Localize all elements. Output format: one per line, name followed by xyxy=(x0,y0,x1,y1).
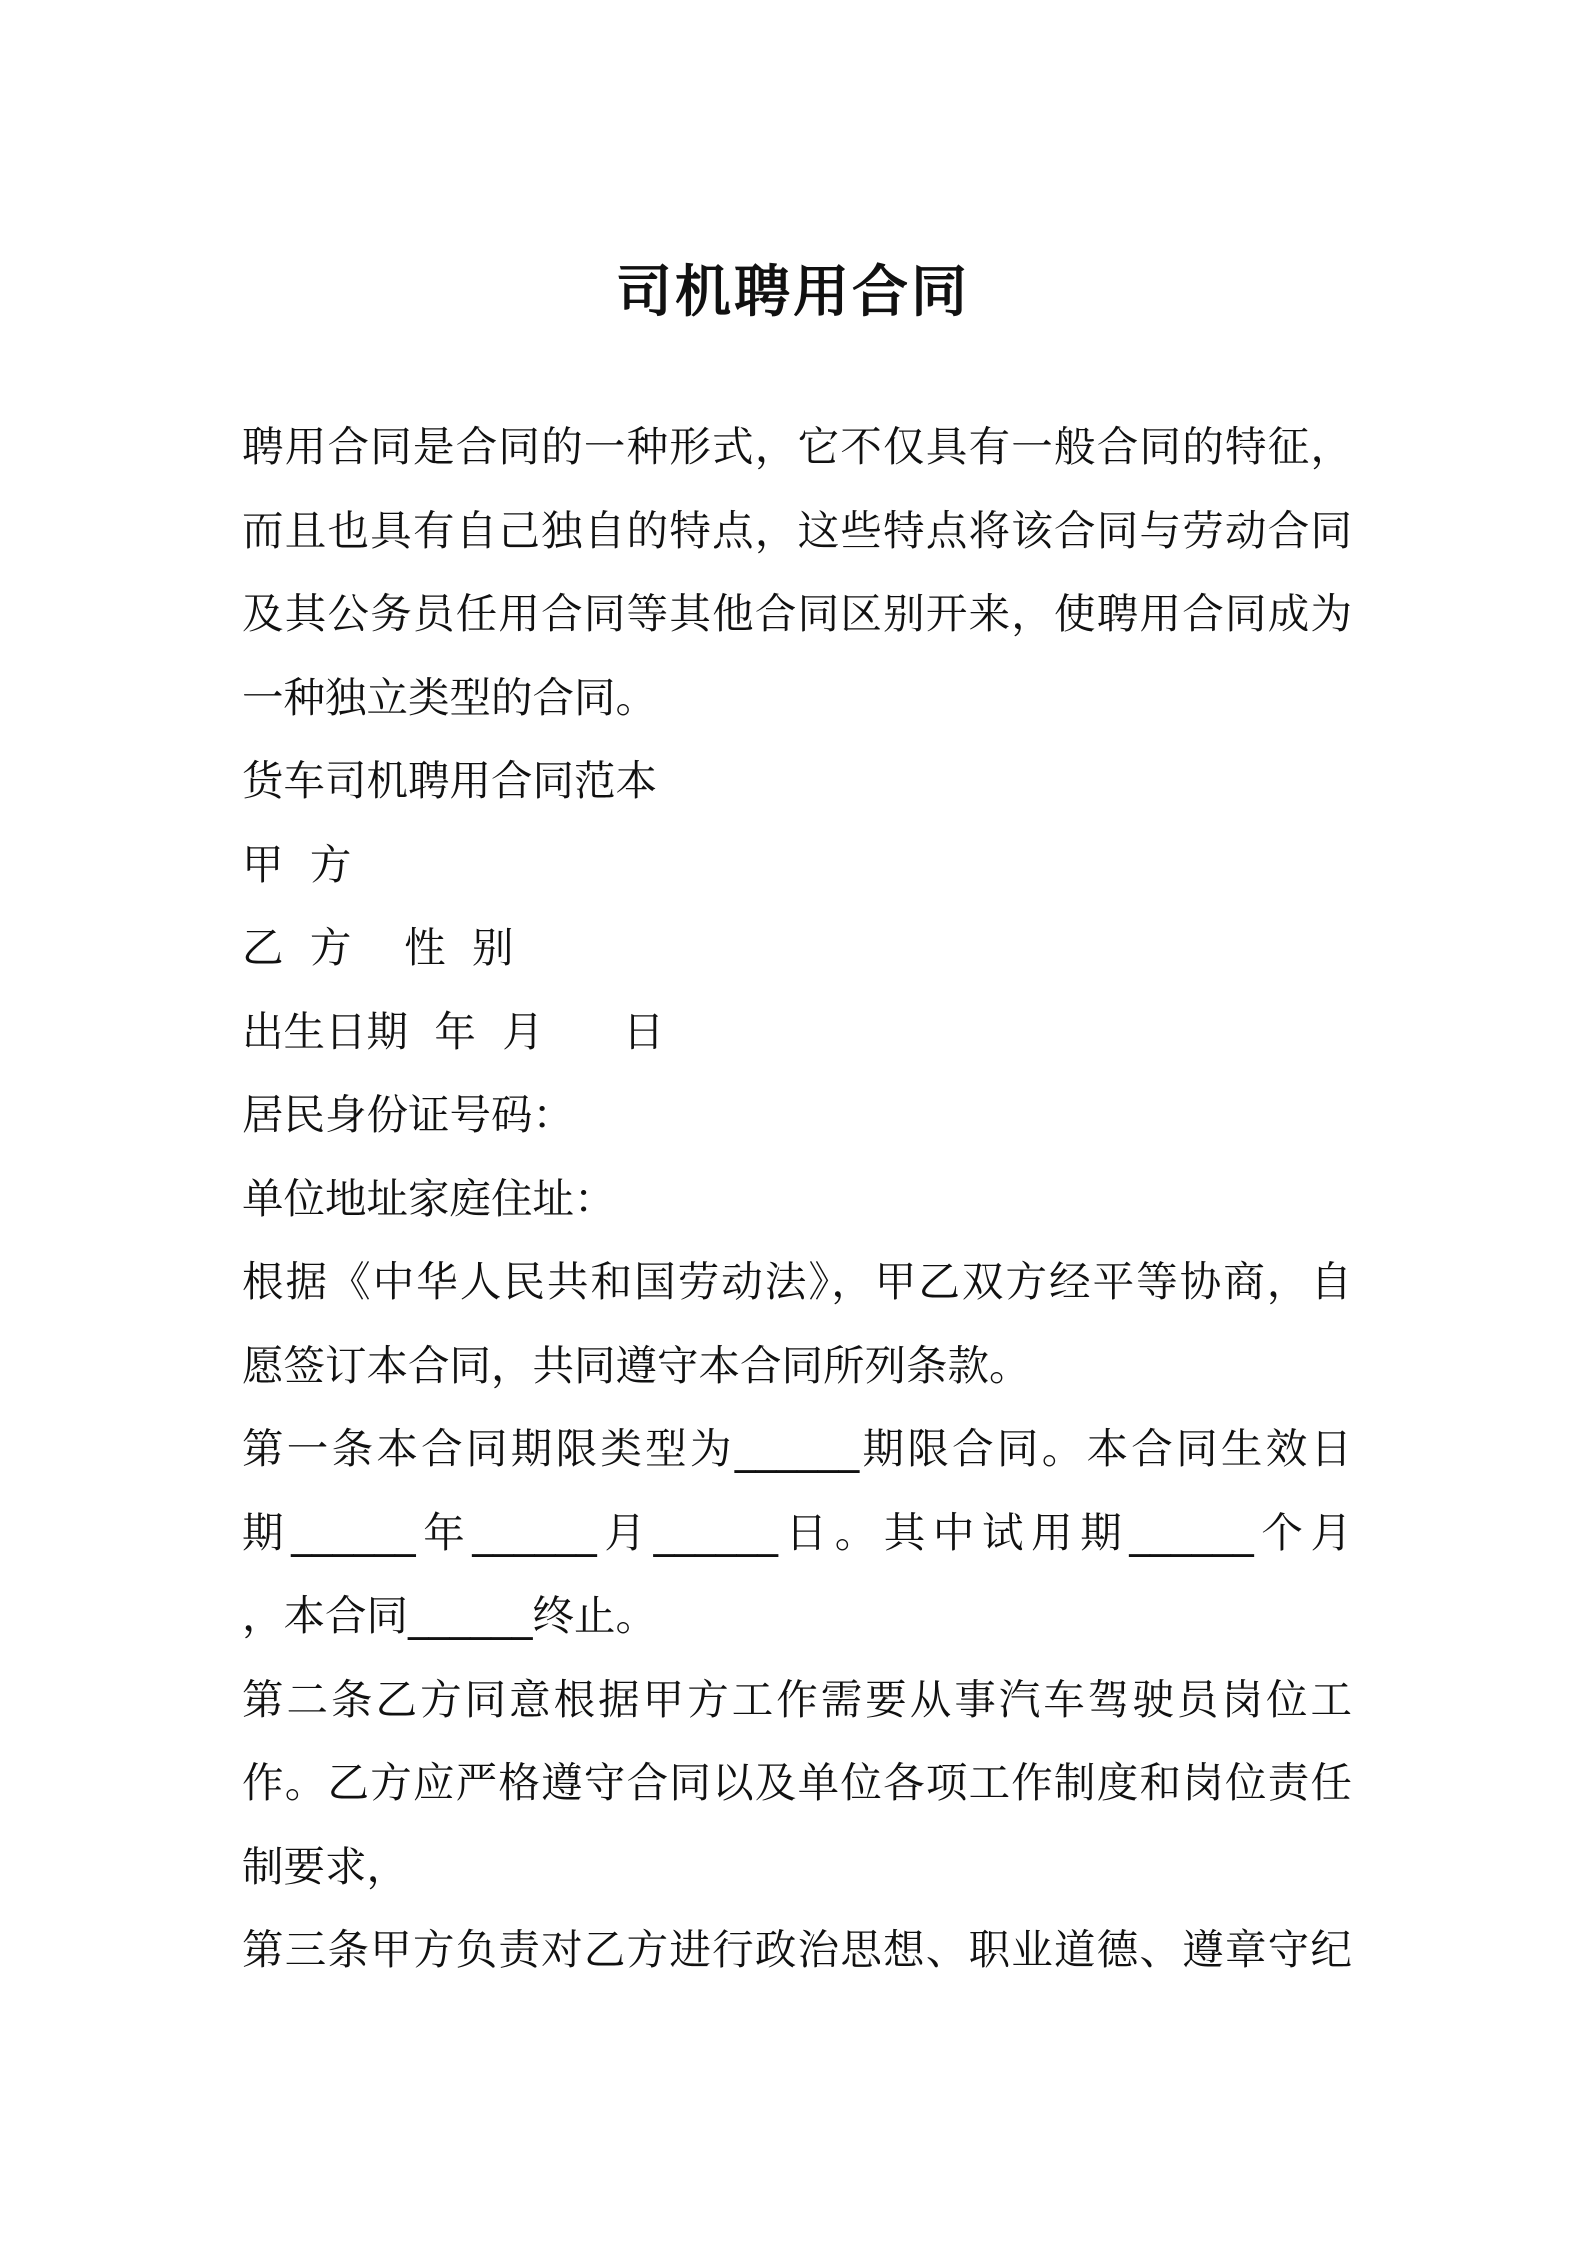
body-line: 单位地址家庭住址： xyxy=(242,1173,616,1223)
body-line: ，本合同______终止。 xyxy=(242,1591,658,1640)
body-line: 货车司机聘用合同范本 xyxy=(242,756,658,805)
body-line: 第一条本合同期限类型为______期限合同。本合同生效日 xyxy=(242,1424,1352,1473)
document-title: 司机聘用合同 xyxy=(616,260,970,325)
body-line: 出生日期 年 月 日 xyxy=(242,1006,665,1056)
body-line: 聘用合同是合同的一种形式，它不仅具有一般合同的特征， xyxy=(242,422,1352,471)
body-line: 而且也具有自己独自的特点，这些特点将该合同与劳动合同 xyxy=(242,505,1352,555)
body-line: 甲 方 xyxy=(242,839,352,889)
document-body xyxy=(242,405,1352,1992)
body-line: 制要求， xyxy=(242,1841,409,1891)
body-line: 愿签订本合同，共同遵守本合同所列条款。 xyxy=(242,1340,1031,1390)
body-line: 及其公务员任用合同等其他合同区别开来，使聘用合同成为 xyxy=(242,589,1352,638)
body-line: 居民身份证号码： xyxy=(242,1090,575,1139)
body-line: 乙 方 性 别 xyxy=(242,923,514,972)
body-line: 第三条甲方负责对乙方进行政治思想、职业道德、遵章守纪 xyxy=(242,1925,1352,1974)
body-line: 根据《中华人民共和国劳动法》，甲乙双方经平等协商，自 xyxy=(242,1257,1352,1306)
body-line: 期______年______月______日。其中试用期______个月 xyxy=(242,1507,1352,1557)
body-line: 第二条乙方同意根据甲方工作需要从事汽车驾驶员岗位工 xyxy=(242,1674,1352,1724)
body-line: 一种独立类型的合同。 xyxy=(242,672,658,722)
body-line: 作。乙方应严格遵守合同以及单位各项工作制度和岗位责任 xyxy=(242,1758,1352,1807)
